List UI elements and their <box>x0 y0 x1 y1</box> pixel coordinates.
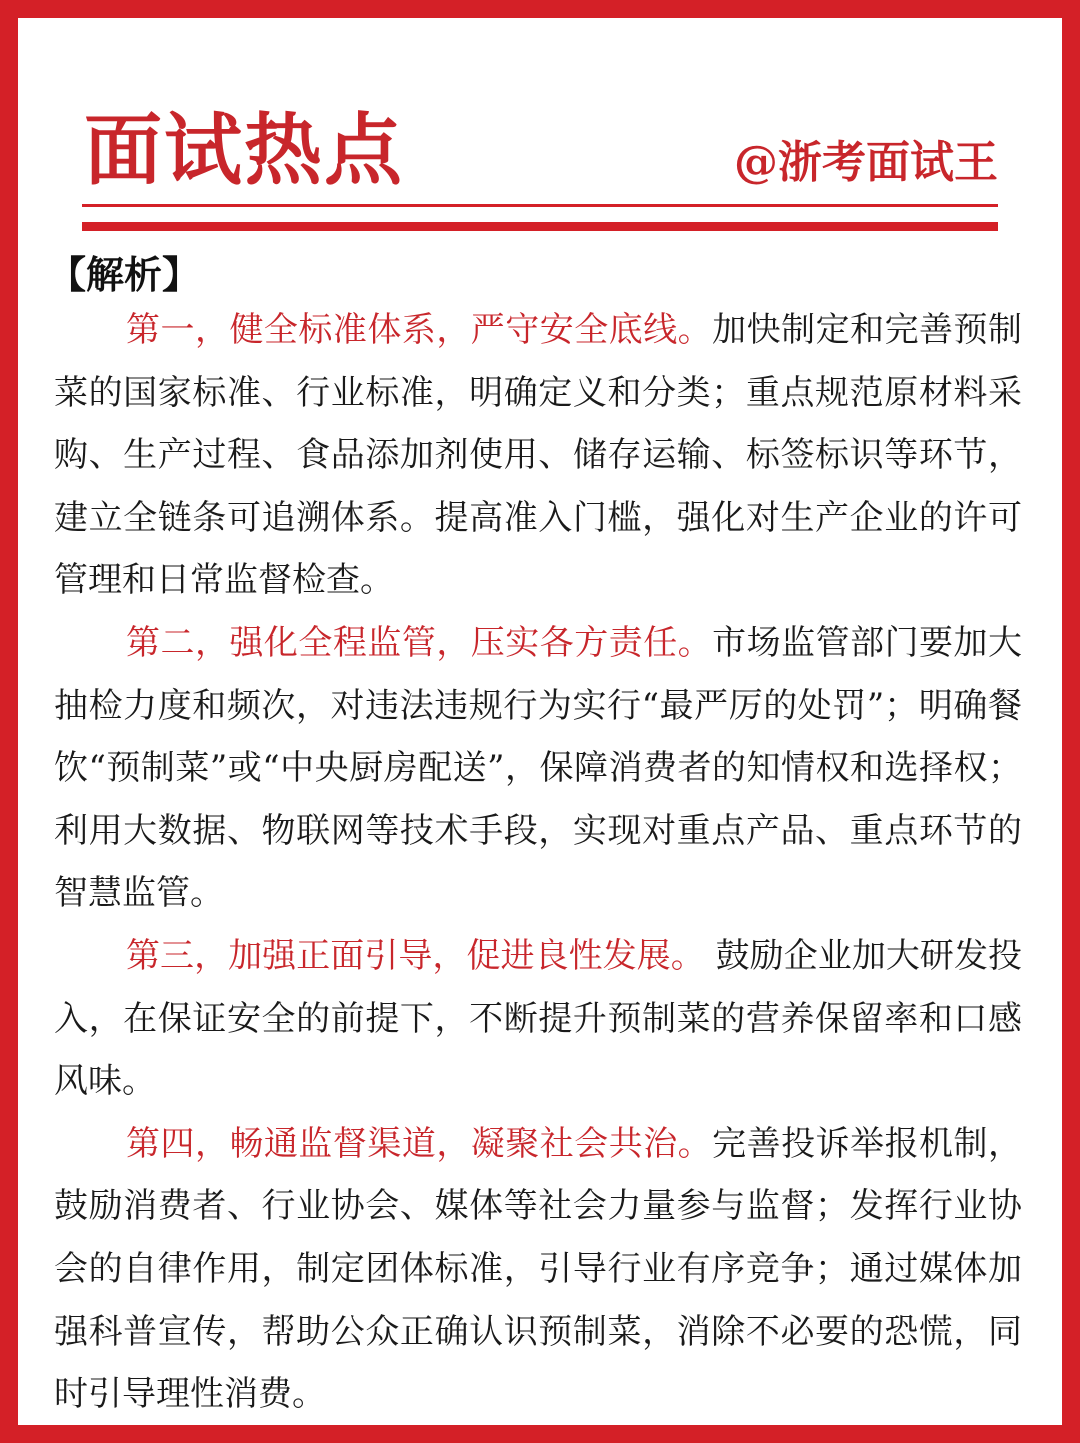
paragraph-3-text: 鼓励企业加大研发投入，在保证安全的前提下，不断提升预制菜的营养保留率和口感风味。 <box>54 935 1022 1102</box>
section-heading: 【解析】 <box>48 252 201 297</box>
paragraph-4 <box>54 1113 1022 1425</box>
paragraph-4-text: 完善投诉举报机制，鼓励消费者、行业协会、媒体等社会力量参与监督；发挥行业协会的自律作用，制定团体标准，引导行业有序竞争；通过媒体加强科普宣传，帮助公众正确认识预制菜，消除不必要的恐慌，同时引导理性消费。 <box>54 1123 1023 1415</box>
page-title: 面试热点 <box>84 105 405 196</box>
paragraph-1-text: 加快制定和完善预制菜的国家标准、行业标准，明确定义和分类；重点规范原材料采购、生产过程、食品添加剂使用、储存运输、标签标识等环节，建立全链条可追溯体系。提高准入门槛，强化对生产企业的许可管理和日常监督检查。 <box>54 310 1023 601</box>
document-page <box>18 18 1062 1425</box>
paragraph-2-text: 市场监管部门要加大抽检力度和频次，对违法违规行为实行“最严厉的处罚”；明确餐饮“预制菜”或“中央厨房配送”，保障消费者的知情权和选择权；利用大数据、物联网等技术手段，实现对重点产品、重点环节的智慧监管。 <box>54 622 1023 914</box>
paragraph-1-highlight: 第一，健全标准体系，严守安全底线。 <box>126 310 713 350</box>
paragraph-2-highlight: 第二，强化全程监管，压实各方责任。 <box>126 622 713 663</box>
paragraph-2 <box>54 612 1022 925</box>
header-divider-thin <box>82 204 998 207</box>
author-handle: @浙考面试王 <box>734 137 998 188</box>
analysis-body <box>54 299 1022 1425</box>
paragraph-1 <box>54 299 1022 612</box>
paragraph-3 <box>54 925 1022 1113</box>
paragraph-3-highlight: 第三，加强正面引导，促进良性发展。 <box>126 935 705 976</box>
header-divider-thick <box>82 222 998 231</box>
paragraph-4-highlight: 第四，畅通监督渠道，凝聚社会共治。 <box>126 1123 713 1164</box>
